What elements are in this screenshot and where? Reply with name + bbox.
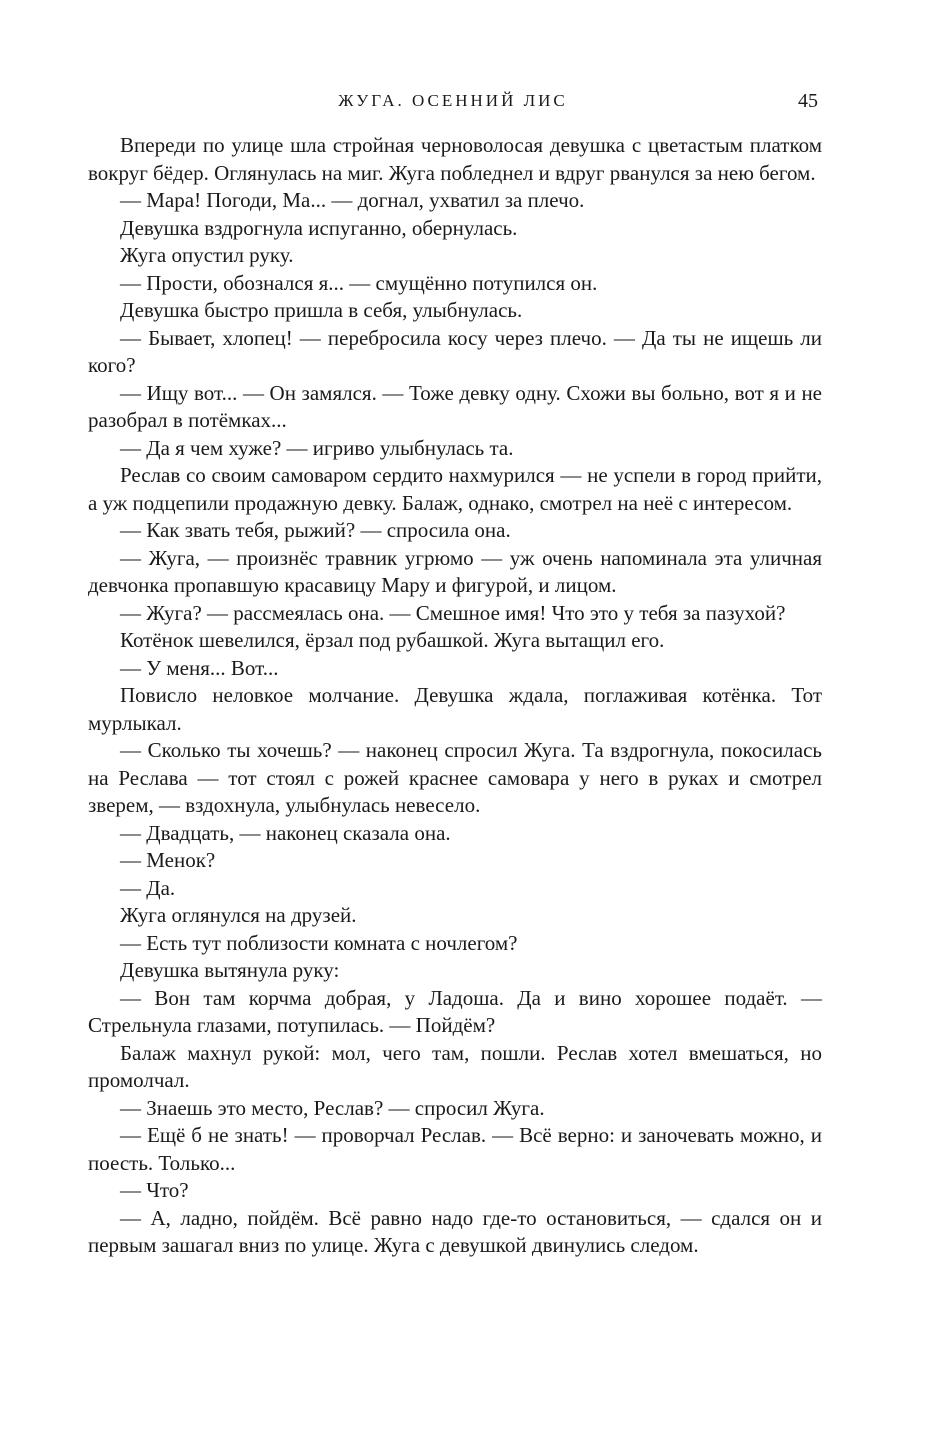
paragraph: — Менок? xyxy=(120,848,216,872)
paragraph: — Сколько ты хочешь? — наконец спросил Жуга. Та вздрогнула, покосилась на Реслава — тот стоял с рожей краснее самовара у него в руках и смотрел зверем, — вздохнула, улыбнулась невесело. xyxy=(88,738,822,817)
paragraph: — Есть тут поблизости комната с ночлегом? xyxy=(120,930,518,955)
paragraph: — Бывает, хлопец! — перебросила косу через плечо. — Да ты не ищешь ли кого? xyxy=(88,325,822,377)
page-number: 45 xyxy=(798,90,818,112)
paragraph: — Да я чем хуже? — игриво улыбнулась та. xyxy=(120,435,514,460)
paragraph: — Вон там корчма добрая, у Ладоша. Да и вино хорошее подаёт. — Стрельнула глазами, потупилась. — Пойдём? xyxy=(88,985,822,1037)
paragraph: Девушка быстро пришла в себя, улыбнулась. xyxy=(120,298,523,322)
paragraph: Впереди по улице шла стройная черноволосая девушка с цветастым платком вокруг бёдер. Оглянулась на миг. Жуга побледнел и вдруг рванулся за нею бегом. xyxy=(88,133,822,185)
body-text xyxy=(88,132,822,1260)
paragraph: — Знаешь это место, Реслав? — спросил Жуга. xyxy=(120,1095,545,1120)
paragraph: Девушка вытянула руку: xyxy=(120,958,340,982)
paragraph: Балаж махнул рукой: мол, чего там, пошли. Реслав хотел вмешаться, но промолчал. xyxy=(88,1040,822,1092)
paragraph: Котёнок шевелился, ёрзал под рубашкой. Жуга вытащил его. xyxy=(120,628,665,652)
paragraph: — Жуга? — рассмеялась она. — Смешное имя! Что это у тебя за пазухой? xyxy=(120,600,786,625)
running-title: ЖУГА. ОСЕННИЙ ЛИС xyxy=(338,91,568,110)
paragraph: Реслав со своим самоваром сердито нахмурился — не успели в город прийти, а уж подцепили продажную девку. Балаж, однако, смотрел на неё с интересом. xyxy=(88,463,822,515)
running-header xyxy=(88,88,818,114)
paragraph: — Ищу вот... — Он замялся. — Тоже девку одну. Схожи вы больно, вот я и не разобрал в потёмках... xyxy=(88,380,822,432)
paragraph: Жуга опустил руку. xyxy=(120,243,294,267)
paragraph: — Что? xyxy=(120,1178,189,1202)
paragraph: — Прости, обознался я... — смущённо потупился он. xyxy=(120,270,598,295)
paragraph: — Как звать тебя, рыжий? — спросила она. xyxy=(120,518,511,542)
paragraph: — А, ладно, пойдём. Всё равно надо где-то остановиться, — сдался он и первым зашагал вниз по улице. Жуга с девушкой двинулись следом. xyxy=(88,1205,822,1257)
paragraph: Жуга оглянулся на друзей. xyxy=(120,903,357,927)
paragraph: — Двадцать, — наконец сказала она. xyxy=(120,820,451,845)
paragraph: Повисло неловкое молчание. Девушка ждала, поглаживая котёнка. Тот мурлыкал. xyxy=(88,683,822,735)
paragraph: Девушка вздрогнула испуганно, обернулась. xyxy=(120,215,518,240)
paragraph: — Ещё б не знать! — проворчал Реслав. — Всё верно: и заночевать можно, и поесть. Только... xyxy=(88,1123,822,1175)
paragraph: — Жуга, — произнёс травник угрюмо — уж очень напоминала эта уличная девчонка пропавшую красавицу Мару и фигурой, и лицом. xyxy=(88,545,822,597)
paragraph: — Мара! Погоди, Ма... — догнал, ухватил за плечо. xyxy=(120,188,585,212)
paragraph: — У меня... Вот... xyxy=(120,655,279,680)
paragraph: — Да. xyxy=(120,875,176,900)
